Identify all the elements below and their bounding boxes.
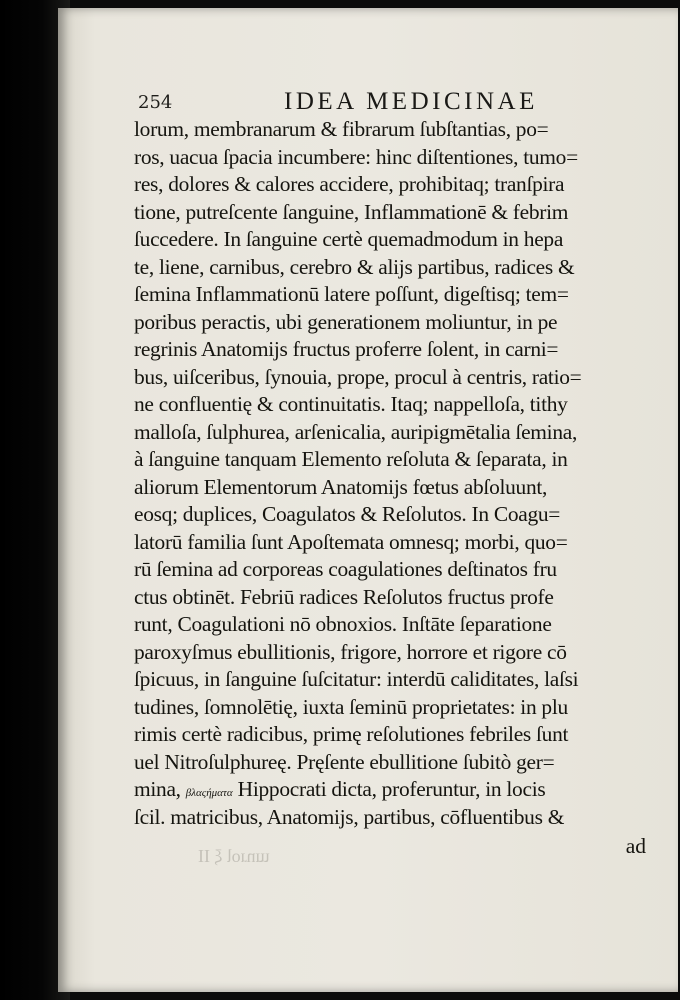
text-line: ſcil. matricibus, Anatomijs, partibus, cōfluentibus & — [134, 804, 565, 829]
text-line: mina, βλαςήματα Hippocrati dicta, proferuntur, in locis — [134, 777, 546, 801]
text-line: lorum, membranarum & fibrarum ſubſtantias, po= — [134, 117, 549, 141]
text-line: latorū familia ſunt Apoſtemata omnesq; morbi, quo= — [134, 529, 568, 554]
text-line: ſpicuus, in ſanguine ſuſcitatur: interdū caliditates, laſsi — [134, 667, 579, 691]
text-line: eosq; duplices, Coagulatos & Reſolutos. In Coagu= — [134, 502, 561, 526]
text-line: tione, putreſcente ſanguine, Inflammationē & febrim — [134, 199, 569, 224]
text-line: poribus peractis, ubi generationem moliuntur, in pe — [134, 309, 558, 334]
text-line: malloſa, ſulphurea, arſenicalia, auripigmētalia ſemina, — [134, 419, 578, 444]
catchword: ad — [625, 834, 646, 858]
running-head — [138, 88, 608, 118]
text-line: ne confluentię & continuitatis. Itaq; nappelloſa, tithy — [134, 392, 568, 416]
body-text — [134, 116, 680, 831]
text-line: ſemina Inflammationū latere poſſunt, digeſtisq; tem= — [134, 282, 569, 306]
text-line: ros, uacua ſpacia incumbere: hinc diſtentiones, tumo= — [134, 144, 578, 169]
page-number: 254 — [138, 92, 173, 113]
show-through-text: ɯnɹoƖ ξ II — [198, 846, 270, 866]
text-line: à ſanguine tanquam Elemento reſoluta & ſeparata, in — [134, 447, 568, 471]
text-line: tudines, ſomnolētię, iuxta ſeminū proprietates: in plu — [134, 694, 568, 719]
text-line: rimis certè radicibus, primę reſolutiones febriles ſunt — [134, 722, 569, 746]
text-line: ſuccedere. In ſanguine certè quemadmodum in hepa — [134, 227, 564, 251]
running-title: IDEA MEDICINAE — [284, 88, 538, 115]
greek-word: βλαςήματα — [185, 787, 233, 799]
text-line: aliorum Elementorum Anatomijs fœtus abſoluunt, — [134, 474, 548, 499]
text-line: bus, uiſceribus, ſynouia, prope, procul à centris, ratio= — [134, 364, 582, 389]
text-line: regrinis Anatomijs fructus proferre ſolent, in carni= — [134, 337, 559, 361]
text-line: res, dolores & calores accidere, prohibitaq; tranſpira — [134, 172, 565, 196]
text-line: ctus obtinēt. Febriū radices Reſolutos fructus profe — [134, 584, 554, 609]
text-line: runt, Coagulationi nō obnoxios. Inſtāte ſeparatione — [134, 612, 552, 636]
text-line: uel Nitroſulphureę. Pręſente ebullitione ſubitò ger= — [134, 749, 555, 774]
book-page — [58, 8, 678, 992]
text-line: te, liene, carnibus, cerebro & alijs partibus, radices & — [134, 254, 575, 279]
text-line: paroxyſmus ebullitionis, frigore, horrore et rigore cō — [134, 639, 567, 664]
text-line: rū ſemina ad corporeas coagulationes deſtinatos fru — [134, 557, 557, 581]
